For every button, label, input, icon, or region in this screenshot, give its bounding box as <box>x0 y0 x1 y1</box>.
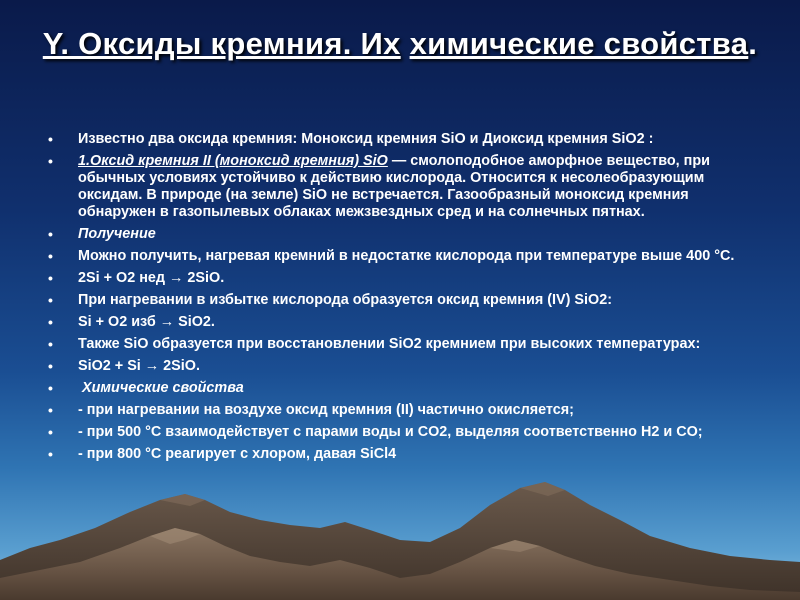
section-heading: 1.Оксид кремния II (моноксид кремния) SiO <box>78 153 388 169</box>
list-item: • Si + O2 изб → SiO2. <box>48 314 758 331</box>
bullet-list <box>48 131 758 468</box>
list-item: • Также SiO образуется при восстановлении SiO2 кремнием при высоких температурах: <box>48 336 758 353</box>
title-dot: . <box>748 26 758 61</box>
list-item: • - при нагревании на воздухе оксид кремния (II) частично окисляется; <box>48 402 758 419</box>
list-item: • - при 500 °C взаимодействует с парами воды и CO2, выделяя соответственно H2 и CO; <box>48 424 758 441</box>
list-item: • 2Si + O2 нед → 2SiO. <box>48 270 758 287</box>
list-item <box>48 226 758 243</box>
slide-title <box>20 22 780 66</box>
list-item: • Можно получить, нагревая кремний в недостатке кислорода при температуре выше 400 °C. <box>48 248 758 265</box>
list-item: • Известно два оксида кремния: Моноксид кремния SiO и Диоксид кремния SiO2 : <box>48 131 758 148</box>
list-item: • SiO2 + Si → 2SiO. <box>48 358 758 375</box>
title-part-1: Y. Оксиды кремния. Их <box>42 26 401 61</box>
section-heading: Получение <box>78 226 156 242</box>
section-heading: Химические свойства <box>78 380 244 396</box>
list-item: • 1.Оксид кремния II (моноксид кремния) SiO — смолоподобное аморфное вещество, при обычных условиях устойчиво к действию кислорода. Относится к несолеобразующим оксидам. В природе (на земле) SiO не встречается. Газообразный моноксид кремния обнаружен в газопылевых облаках межзвездных сред и на солнечных пятнах. <box>48 153 758 221</box>
list-item: • При нагревании в избытке кислорода образуется оксид кремния (IV) SiO2: <box>48 292 758 309</box>
title-part-2: химические свойства <box>409 26 749 61</box>
list-item <box>48 380 758 397</box>
list-item: • - при 800 °C реагирует с хлором, давая SiCl4 <box>48 446 758 463</box>
